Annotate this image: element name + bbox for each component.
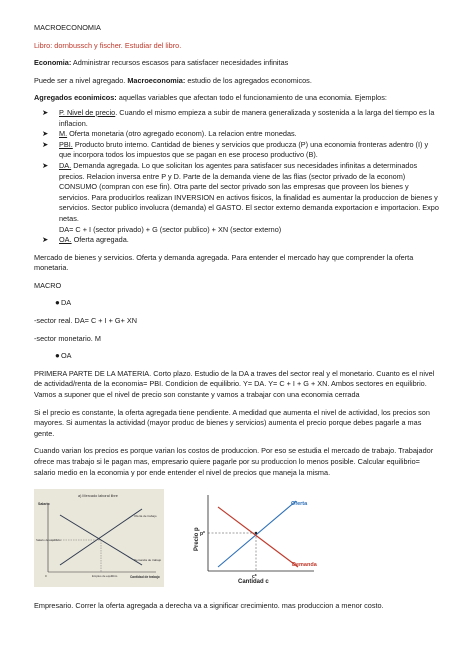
arrow-bullet-icon: ➤ [42,160,49,170]
x-axis-label: Cantidad c [238,579,269,586]
item-term: M. [59,129,68,139]
economia-text: Administrar recursos escasos para satisfacer necesidades infinitas [71,58,289,68]
agregados-label: Agregados econimicos: [34,93,117,103]
mercado-paragraph: Mercado de bienes y servicios. Oferta y demanda agregada. Para entender el mercado hay que comprender la oferta monetaria. [34,252,414,273]
item-text: Oferta agregada. [71,235,129,245]
demand-label: Demanda de trabajo [134,558,162,563]
labor-market-diagram [34,489,164,587]
da-bullet [34,298,440,309]
equilibrium-salary-label: Salario de equilibrio [36,538,61,543]
oa-bullet-text: OA [61,351,72,361]
item-text: Demanda agregada. Lo que solicitan los agentes para satisfacer sus necesidades infinitas a determinados precios. Relacion inversa entre P y D. Parte de la demanda viene de las flias (sector privado de la econom) CONSUMO (compran con ese fin). Otra parte del sector privado son las empresas que proveen los bienes y servicios. Para producirlos realizan INVERSION en activos fisicos, la finalidad es aumentar la produccion de bienes y servicios. Sector publico involucra (demanda) el GASTO. El sector externo demanda exportacion e importacion. Expo netas. [59,160,439,223]
document-heading: MACROECONOMIA [34,23,101,32]
economia-label: Economia: [34,58,72,68]
agregados-list [34,108,440,246]
item-term: P. Nivel de precio [59,107,116,117]
macro-heading: MACRO [34,280,62,290]
item-term: PBI. [59,139,73,149]
agregados-definition [34,93,440,104]
equilibrium-price-label: p* [200,531,205,538]
supply-demand-diagram [186,489,321,587]
equilibrium-quantity-label: c* [252,574,257,581]
bullet-dot-icon: ● [55,351,60,361]
empresario-paragraph: Empresario. Correr la oferta agregada a derecha va a significar crecimiento. mas produccion a menor costo. [34,601,384,611]
precio-paragraph: Si el precio es constante, la oferta agregada tiene pendiente. A medidad que aumenta el nivel de actividad, los precios son mayores. Si aumentas la actividad (mayor produc de bienes y servicios) aumenta el precio porque debes pagarle a mas gente. [34,407,430,438]
primera-parte-paragraph: PRIMERA PARTE DE LA MATERIA. Corto plazo. Estudio de la DA a traves del sector real y el monetario. Cuanto es el nivel de actividad/renta de la economia= PBI. Condicion de equilibrio. Y= DA. Y= C + I + G + XN. Ambos sectores en equilibrio. Vamos a suponer que el nivel de precio son constante y vamos a trabajar con una economia cerrada [34,368,435,400]
demand-curve [218,507,298,567]
arrow-bullet-icon: ➤ [42,139,49,149]
figures-row [34,489,440,587]
list-item-oa [34,235,440,246]
arrow-bullet-icon: ➤ [42,107,49,117]
equilibrium-point [255,532,257,534]
item-text: Producto bruto interno. Cantidad de bienes y servicios que producza (P) una economia fronteras adentro (I) y que incorpora todos los impuestos que se pagan en ese proceso productivo (B). [59,139,429,160]
sector-monetario: -sector monetario. M [34,333,101,343]
supply-label: Oferta [291,501,308,508]
libro-note: Libro: dornbussch y fischer. Estudiar del libro. [34,40,182,50]
nivel-pre: Puede ser a nivel agregado. [34,75,128,85]
demand-label: Demanda [292,562,317,569]
list-item-p [34,108,440,129]
item-term: OA. [59,235,72,245]
list-item-pbi [34,140,440,161]
da-formula: DA= C + I (sector privado) + G (sector publico) + XN (sector externo) [59,224,282,234]
supply-label: Oferta de trabajo [134,514,157,519]
list-item-da [34,161,440,235]
nivel-agregado [34,76,440,87]
origin-label: 0 [45,574,47,579]
equilibrium-employment-label: Empleo de equilibrio [92,574,118,579]
list-item-m [34,129,440,140]
diagram-title: a) Mercado laboral libre [78,494,118,499]
oa-bullet [34,351,440,362]
item-text: Oferta monetaria (otro agregado econom). La relacion entre monedas. [67,129,297,139]
item-term: DA. [59,160,72,170]
arrow-bullet-icon: ➤ [42,235,49,245]
macroeconomia-text: estudio de los agregados economicos. [185,75,312,85]
bullet-dot-icon: ● [55,298,60,308]
sector-real: -sector real. DA= C + I + G+ XN [34,316,138,326]
macroeconomia-label: Macroeconomia: [127,75,186,85]
arrow-bullet-icon: ➤ [42,129,49,139]
da-bullet-text: DA [61,298,72,308]
economia-definition [34,58,440,69]
item-text: . Cuando el mismo empieza a subir de manera generalizada y sostenida a la larga del tiempo es la inflacion. [59,107,435,128]
y-axis-label: Precio p [194,527,200,552]
agregados-text: aquellas variables que afectan todo el funcionamiento de una economia. Ejemplos: [116,93,387,103]
salarios-paragraph: Cuando varian los precios es porque varian los costos de produccion. Por eso se estudia el mercado de trabajo. Trabajador ofrece mas trabajo si le pagan mas, empresario quiere pagarle por su produccion lo menos posible. Calcular equilibrio= salario medio en la economia y por ende entender el nivel de precios que maneja la misma. [34,446,434,477]
y-axis-label: Salario [38,502,50,507]
x-axis-label: Cantidad de trabajo [130,575,160,580]
